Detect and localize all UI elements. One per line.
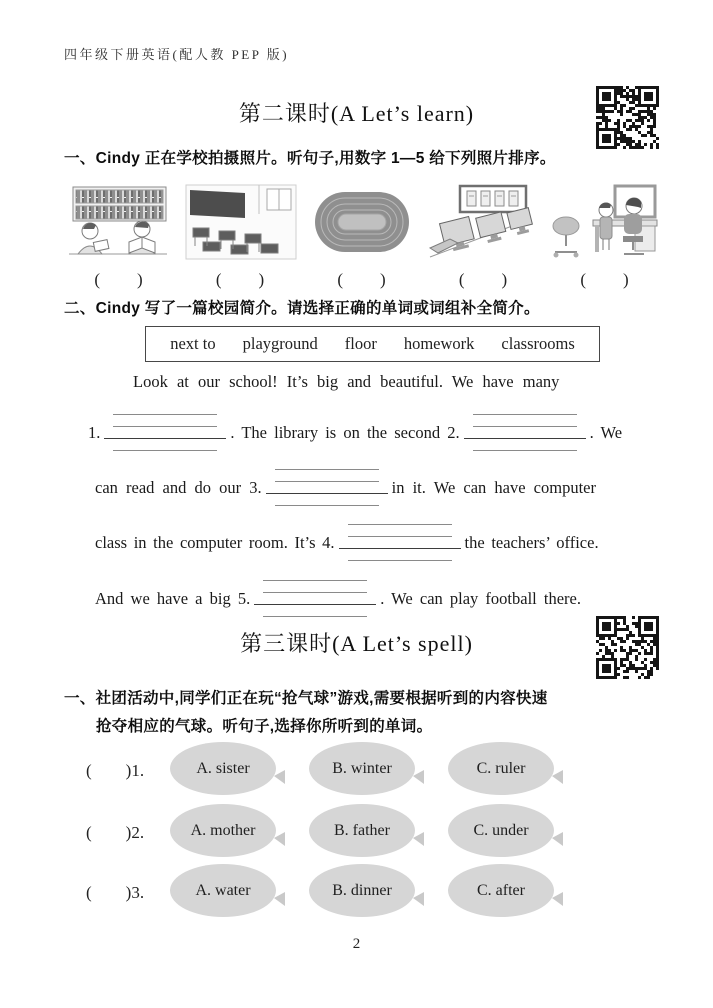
qr-code-lesson3 <box>596 616 659 679</box>
computer-room-icon <box>428 184 540 260</box>
teachers-office-icon <box>549 184 661 260</box>
photo-answer-slot[interactable]: ( ) <box>337 270 387 289</box>
balloon-knot-icon <box>274 832 285 846</box>
word-bank-item: classrooms <box>501 334 575 353</box>
lesson3-section1-heading-line2: 抢夺相应的气球。听句子,选择你所听到的单词。 <box>96 718 433 735</box>
option-label: C. under <box>473 821 529 839</box>
question-row-1 <box>86 742 554 795</box>
balloon-knot-icon <box>413 892 424 906</box>
balloon-option-a[interactable] <box>170 804 276 857</box>
option-label: C. ruler <box>476 759 526 777</box>
answer-slot-q1[interactable]: ( )1. <box>86 761 145 780</box>
balloon-knot-icon <box>274 770 285 784</box>
fill-blank-2[interactable] <box>464 414 586 438</box>
book-header: 四年级下册英语(配人教 PEP 版) <box>64 47 290 62</box>
lesson3-title: 第三课时(A Let’s spell) <box>240 631 473 656</box>
passage-line <box>95 524 599 553</box>
balloon-option-b[interactable] <box>309 864 415 917</box>
fill-blank-4[interactable] <box>339 524 461 548</box>
question-row-3 <box>86 864 554 917</box>
playground-track-icon <box>312 184 412 260</box>
passage-text: can read and do our 3. <box>95 478 262 497</box>
passage-text: . We <box>589 423 623 442</box>
passage-text: . The library is on the second 2. <box>230 423 460 442</box>
passage-line <box>133 372 559 392</box>
library-photo-icon <box>63 184 175 260</box>
lesson2-title: 第二课时(A Let’s learn) <box>238 101 475 126</box>
word-bank <box>145 326 600 362</box>
balloon-knot-icon <box>552 832 563 846</box>
option-label: B. winter <box>332 759 392 777</box>
balloon-knot-icon <box>552 892 563 906</box>
passage-text: in it. We can have computer <box>391 478 596 497</box>
option-label: A. water <box>195 881 251 899</box>
balloon-knot-icon <box>274 892 285 906</box>
photo-row <box>62 184 662 290</box>
passage-text: class in the computer room. It’s 4. <box>95 533 335 552</box>
page-number: 2 <box>352 936 361 952</box>
passage-text: the teachers’ office. <box>464 533 599 552</box>
classroom-photo-icon <box>185 184 297 260</box>
option-label: A. mother <box>190 821 256 839</box>
fill-blank-3[interactable] <box>266 469 388 493</box>
balloon-option-c[interactable] <box>448 742 554 795</box>
photo-item-playground <box>305 184 419 290</box>
photo-answer-slot[interactable]: ( ) <box>94 270 144 289</box>
lesson3-section1-heading-line1: 一、社团活动中,同学们正在玩“抢气球”游戏,需要根据听到的内容快速 <box>64 690 548 707</box>
balloon-knot-icon <box>413 770 424 784</box>
word-bank-item: next to <box>170 334 216 353</box>
balloon-knot-icon <box>552 770 563 784</box>
question-row-2 <box>86 804 554 857</box>
passage-line <box>95 580 581 609</box>
photo-item-classroom <box>184 184 298 290</box>
passage-text: And we have a big 5. <box>95 589 251 608</box>
photo-answer-slot[interactable]: ( ) <box>215 270 266 289</box>
answer-slot-q3[interactable]: ( )3. <box>86 883 145 902</box>
option-label: C. after <box>477 881 525 899</box>
option-label: B. father <box>334 821 390 839</box>
lesson2-section2-heading: 二、Cindy 写了一篇校园简介。请选择正确的单词或词组补全简介。 <box>64 300 540 317</box>
photo-answer-slot[interactable]: ( ) <box>580 270 630 289</box>
balloon-option-b[interactable] <box>309 742 415 795</box>
passage-line <box>95 469 596 498</box>
balloon-option-b[interactable] <box>309 804 415 857</box>
passage-text: . We can play football there. <box>380 589 581 608</box>
photo-item-computer-room <box>427 184 541 290</box>
balloon-option-a[interactable] <box>170 742 276 795</box>
fill-blank-1[interactable] <box>104 414 226 438</box>
balloon-knot-icon <box>413 832 424 846</box>
passage-text: 1. <box>88 423 101 442</box>
balloon-option-a[interactable] <box>170 864 276 917</box>
word-bank-item: homework <box>403 334 475 353</box>
word-bank-item: floor <box>344 334 377 353</box>
answer-slot-q2[interactable]: ( )2. <box>86 823 145 842</box>
fill-blank-5[interactable] <box>254 580 376 604</box>
option-label: A. sister <box>196 759 250 777</box>
passage-text: Look at our school! It’s big and beautiful. We have many <box>133 372 560 391</box>
photo-item-library <box>62 184 176 290</box>
balloon-option-c[interactable] <box>448 864 554 917</box>
photo-item-teachers-office <box>548 184 662 290</box>
passage-line <box>88 414 622 443</box>
qr-code-lesson2 <box>596 86 659 149</box>
option-label: B. dinner <box>332 881 392 899</box>
photo-answer-slot[interactable]: ( ) <box>458 270 509 289</box>
word-bank-item: playground <box>242 334 318 353</box>
balloon-option-c[interactable] <box>448 804 554 857</box>
lesson2-section1-heading: 一、Cindy 正在学校拍摄照片。听句子,用数字 1—5 给下列照片排序。 <box>64 150 556 167</box>
